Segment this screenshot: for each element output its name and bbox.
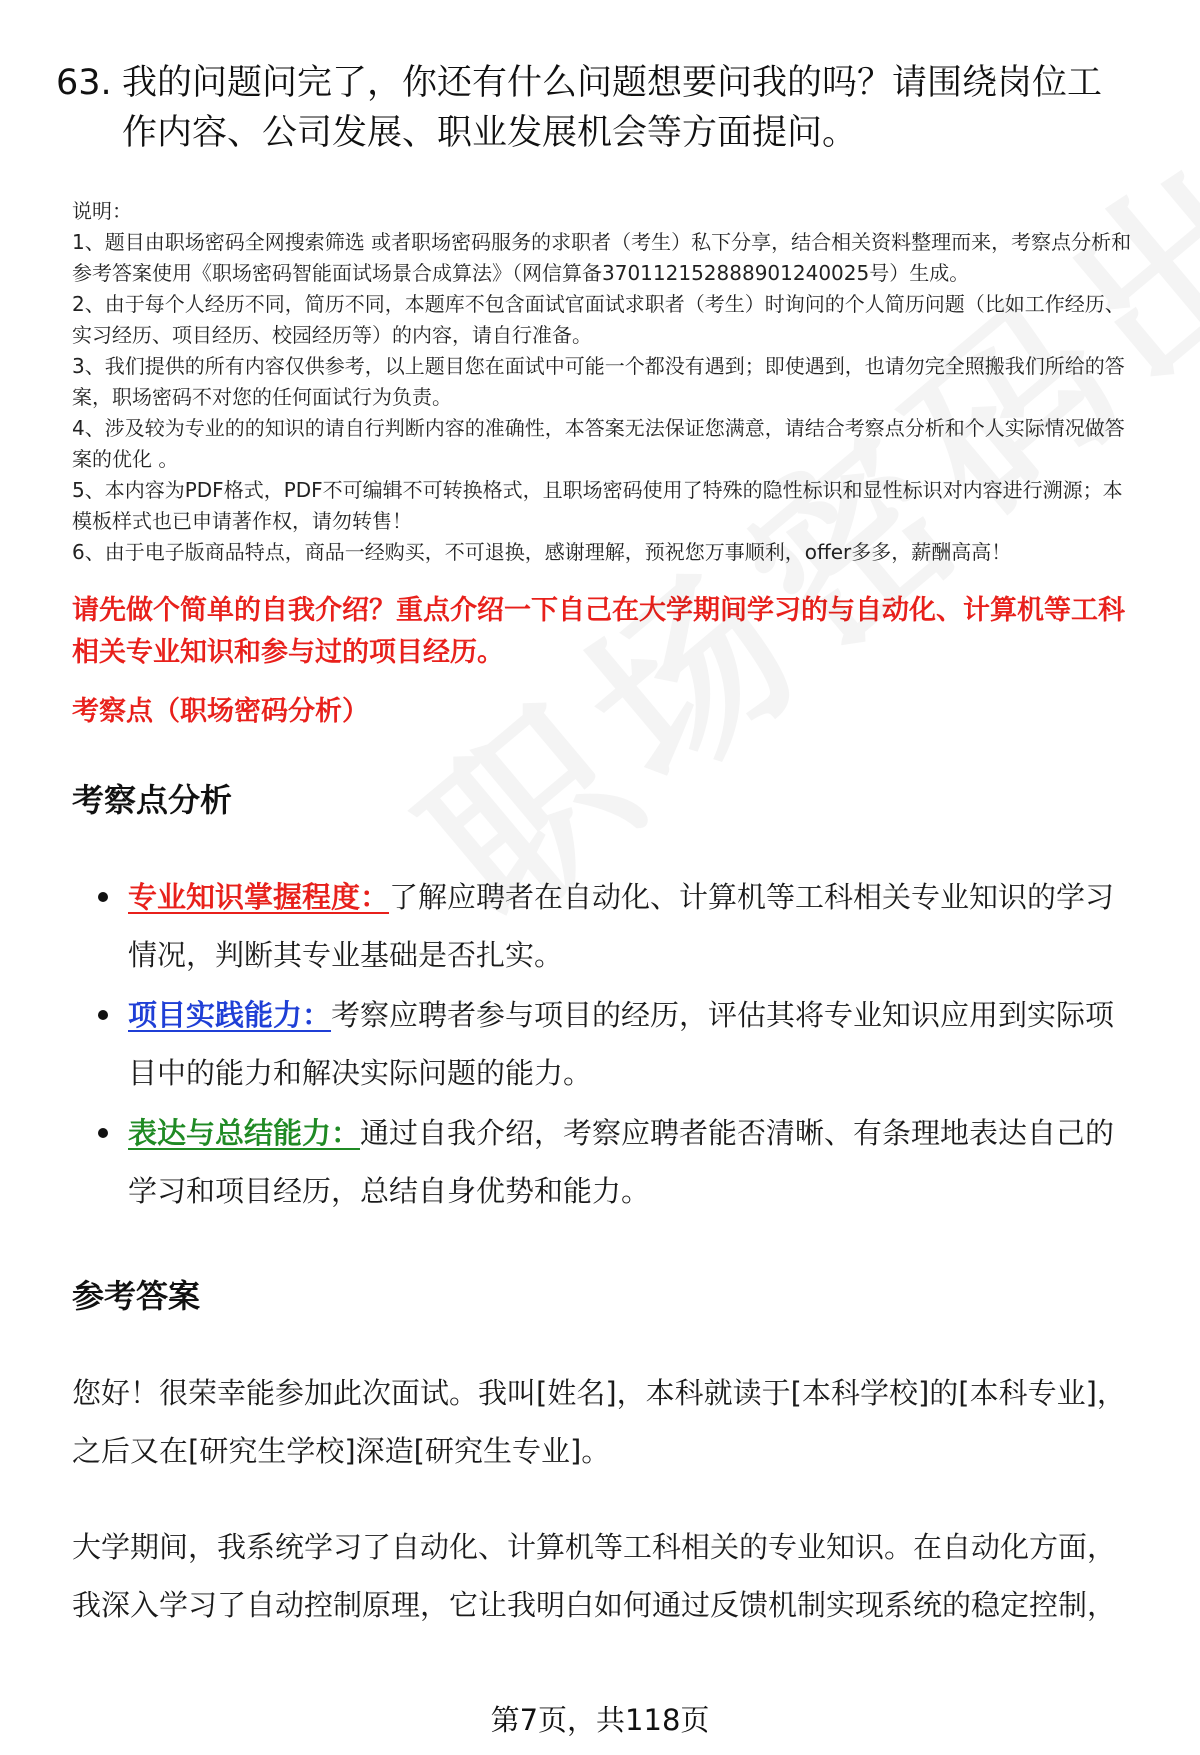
point-text: 考察应聘者参与项目的经历，评估其将专业知识应用到实际项目中的能力和解决实际问题的能力。 <box>128 998 1115 1090</box>
disclaimer-notes <box>72 196 1134 568</box>
note-item: 3、我们提供的所有内容仅供参考，以上题目您在面试中可能一个都没有遇到；即使遇到，也请勿完全照搬我们所给的答案，职场密码不对您的任何面试行为负责。 <box>72 354 1125 409</box>
page-number: 第7页，共118页 <box>490 1703 710 1737</box>
analysis-list <box>72 868 1134 1220</box>
answer-heading: 参考答案 <box>72 1277 201 1315</box>
analysis-heading: 考察点分析 <box>72 781 233 819</box>
point-text: 通过自我介绍，考察应聘者能否清晰、有条理地表达自己的学习和项目经历，总结自身优势和能力。 <box>128 1116 1115 1208</box>
point-text: 了解应聘者在自动化、计算机等工科相关专业知识的学习情况，判断其专业基础是否扎实。 <box>128 880 1115 972</box>
point-term: 专业知识掌握程度： <box>128 880 390 914</box>
bullet-icon <box>98 1128 108 1138</box>
analysis-point <box>72 986 1134 1102</box>
answer-body <box>72 1364 1134 1634</box>
sub-question: 请先做个简单的自我介绍？重点介绍一下自己在大学期间学习的与自动化、计算机等工科相关专业知识和参与过的项目经历。 <box>72 595 1125 668</box>
notes-title: 说明： <box>72 199 132 223</box>
note-item: 4、涉及较为专业的的知识的请自行判断内容的准确性，本答案无法保证您满意，请结合考察点分析和个人实际情况做答案的优化 。 <box>72 416 1125 471</box>
analysis-point <box>72 868 1134 984</box>
analysis-point <box>72 1104 1134 1220</box>
bullet-icon <box>98 1010 108 1020</box>
note-item: 1、题目由职场密码全网搜索筛选 或者职场密码服务的求职者（考生）私下分享，结合相关资料整理而来，考察点分析和参考答案使用《职场密码智能面试场景合成算法》（网信算备370112152888901240025号）生成。 <box>72 230 1132 285</box>
exam-point-label: 考察点（职场密码分析） <box>72 696 369 727</box>
question-title <box>56 58 1134 158</box>
question-text: 我的问题问完了，你还有什么问题想要问我的吗？请围绕岗位工作内容、公司发展、职业发展机会等方面提问。 <box>122 63 1103 153</box>
answer-paragraph: 您好！很荣幸能参加此次面试。我叫[姓名]，本科就读于[本科学校]的[本科专业]，之后又在[研究生学校]深造[研究生专业]。 <box>72 1376 1126 1468</box>
note-item: 6、由于电子版商品特点，商品一经购买，不可退换，感谢理解，预祝您万事顺利，offer多多，薪酬高高！ <box>72 540 1012 564</box>
point-term: 项目实践能力： <box>128 998 332 1032</box>
question-number: 63. <box>56 63 112 103</box>
point-term: 表达与总结能力： <box>128 1116 361 1150</box>
note-item: 2、由于每个人经历不同，简历不同，本题库不包含面试官面试求职者（考生）时询问的个人简历问题（比如工作经历、实习经历、项目经历、校园经历等）的内容，请自行准备。 <box>72 292 1125 347</box>
note-item: 5、本内容为PDF格式，PDF不可编辑不可转换格式，且职场密码使用了特殊的隐性标识和显性标识对内容进行溯源；本模板样式也已申请著作权，请勿转售！ <box>72 478 1123 533</box>
answer-paragraph: 大学期间，我系统学习了自动化、计算机等工科相关的专业知识。在自动化方面，我深入学习了自动控制原理，它让我明白如何通过反馈机制实现系统的稳定控制， <box>72 1530 1117 1622</box>
bullet-icon <box>98 892 108 902</box>
